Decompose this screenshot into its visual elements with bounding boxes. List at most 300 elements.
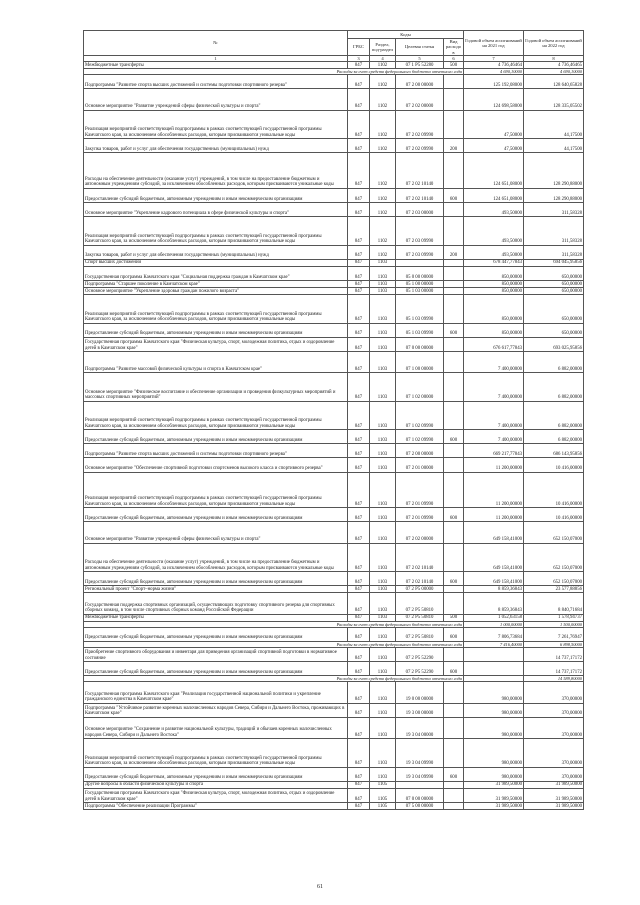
row-grbs: 847 [348,739,370,767]
table-row [84,259,584,266]
row-razdel: 1103 [370,662,396,676]
table-row [84,139,584,153]
amount-2022: 31 989,50000 [524,781,584,788]
row-razdel: 1102 [370,153,396,189]
amount-2022: 10 416,00000 [524,458,584,472]
row-vid [444,717,464,738]
row-cel: 07 2 00 00000 [396,444,444,458]
row-vid [444,543,464,571]
row-cel: 05 1 03 09990 [396,295,444,323]
row-name: Предоставление субсидий бюджетным, автономным учреждениям и иным некоммерческим организациям [84,430,348,444]
row-name: Приобретение спортивного оборудования и инвентаря для приведения организаций спортивной подготовки в нормативное состояние [84,648,348,662]
row-grbs: 847 [348,648,370,662]
amount-2021: 31 989,50000 [464,803,524,810]
row-vid: 600 [444,323,464,337]
row-grbs: 847 [348,662,370,676]
row-name: Расходы на обеспечение деятельности (оказание услуг) учреждений, в том числе на предоставление бюджетным и автономным учреждениям субсидий, за исключением обособленных расходов, которым присваиваются уникальные коды [84,153,348,189]
row-cel: 07 1 Р5 52280 [396,62,444,69]
amount-2021: 8 859,36843 [464,593,524,614]
row-cel: 07 2 Р5 50810 [396,627,444,641]
row-name: Межбюджетные трансферты [84,614,348,621]
page-number: 61 [317,884,323,890]
header-grbs: ГРБС [348,39,370,56]
row-grbs: 847 [348,430,370,444]
amount-2021: 649 158,41000 [464,572,524,586]
row-grbs: 847 [348,788,370,802]
row-vid [444,648,464,662]
row-grbs: 847 [348,153,370,189]
amount-2022: 8 840,71684 [524,593,584,614]
row-grbs: 847 [348,803,370,810]
row-name: Реализация мероприятий соответствующей подпрограммы в рамках соответствующей государственной программы Камчатского края, за исключением обособленных расходов, которым присваиваются уникальные коды [84,295,348,323]
row-cel: 05 0 00 00000 [396,266,444,280]
table-row [84,288,584,295]
amount-2022: 370,00000 [524,767,584,781]
row-name: Реализация мероприятий соответствующей подпрограммы в рамках соответствующей государственной программы Камчатского края, за исключением обособленных расходов, которым присваиваются уникальные коды [84,110,348,138]
table-row [84,401,584,429]
row-cel: 07 2 Р5 00000 [396,586,444,593]
amount-2021: 47,50000 [464,110,524,138]
row-cel: 05 1 00 00000 [396,281,444,288]
row-grbs: 847 [348,703,370,717]
row-vid: 200 [444,139,464,153]
amount-2021: 124 698,58000 [464,89,524,110]
row-razdel: 1103 [370,648,396,662]
row-grbs: 847 [348,682,370,703]
amount-2022: 693 025,95856 [524,337,584,351]
row-name: Региональный проект "Спорт–норма жизни" [84,586,348,593]
row-razdel: 1103 [370,593,396,614]
header-index: 5 [396,55,444,61]
row-razdel: 1105 [370,788,396,802]
row-razdel: 1103 [370,472,396,508]
row-cel: 07 1 02 09990 [396,401,444,429]
table-row [84,281,584,288]
row-cel: 07 2 02 10140 [396,188,444,202]
row-vid: 600 [444,508,464,522]
row-razdel: 1102 [370,203,396,217]
amount-2021: 850,00000 [464,295,524,323]
table-row [84,203,584,217]
row-razdel: 1103 [370,323,396,337]
amount-2022: 311,58328 [524,245,584,259]
row-name: Реализация мероприятий соответствующей подпрограммы в рамках соответствующей государственной программы Камчатского края, за исключением обособленных расходов, которым присваиваются уникальные коды [84,401,348,429]
amount-2022: 4 690,10000 [524,69,584,75]
row-razdel: 1103 [370,295,396,323]
row-cel: 07 2 01 09990 [396,472,444,508]
row-name: Предоставление субсидий бюджетным, автономным учреждениям и иным некоммерческим организациям [84,627,348,641]
row-vid [444,295,464,323]
amount-2022: 6 882,00000 [524,352,584,373]
row-razdel: 1103 [370,586,396,593]
row-grbs: 847 [348,245,370,259]
row-razdel: 1102 [370,62,396,69]
row-cel: 07 2 03 00000 [396,203,444,217]
row-grbs: 847 [348,401,370,429]
row-grbs: 847 [348,472,370,508]
table-row [84,767,584,781]
row-vid [444,281,464,288]
row-razdel: 1103 [370,281,396,288]
row-vid [444,586,464,593]
header-index: 6 [444,55,464,61]
row-name: Основное мероприятие "Укрепление кадрового потенциала в сфере физической культуры и спорта" [84,203,348,217]
table-row [84,788,584,802]
row-razdel: 1102 [370,245,396,259]
header-index: 1 [84,55,348,61]
row-grbs: 847 [348,110,370,138]
amount-2022: 650,00000 [524,288,584,295]
header-year-2022: Годовой объем ассигнований на 2022 год [524,31,584,56]
table-row [84,352,584,373]
row-vid [444,522,464,543]
row-razdel: 1103 [370,767,396,781]
row-cel: 07 1 02 09990 [396,430,444,444]
table-row [84,373,584,401]
row-name: Государственная программа Камчатского края "Реализация государственной национальной политики и укрепление гражданского единства в Камчатском крае" [84,682,348,703]
row-cel: 07 2 02 00000 [396,522,444,543]
table-row [84,662,584,676]
table-row [84,522,584,543]
amount-2022: 686 143,95856 [524,444,584,458]
header-vid: Вид расходов [444,39,464,56]
row-cel: 07 1 02 00000 [396,373,444,401]
row-cel: 07 2 01 00000 [396,458,444,472]
row-cel: 07 2 Р5 50810 [396,593,444,614]
amount-2021: 676 617,77843 [464,337,524,351]
table-body [84,62,584,810]
row-vid [444,266,464,280]
table-row [84,444,584,458]
row-razdel: 1103 [370,444,396,458]
amount-2021: 850,00000 [464,281,524,288]
row-vid [444,259,464,266]
row-razdel: 1102 [370,110,396,138]
row-razdel: 1105 [370,803,396,810]
amount-2021: 649 158,41000 [464,543,524,571]
row-cel: 07 2 Р5 50810 [396,614,444,621]
row-vid [444,401,464,429]
row-name: Государственная программа Камчатского края "Социальная поддержка граждан в Камчатском крае" [84,266,348,280]
amount-2022: 652 150,07000 [524,543,584,571]
row-cel: 19 3 04 09990 [396,739,444,767]
row-vid [444,89,464,110]
amount-2022: 370,00000 [524,739,584,767]
table-row [84,739,584,767]
row-razdel: 1103 [370,259,396,266]
row-grbs: 847 [348,717,370,738]
row-vid: 200 [444,245,464,259]
row-razdel: 1103 [370,352,396,373]
row-cel [396,259,444,266]
row-razdel: 1103 [370,682,396,703]
row-vid: 600 [444,627,464,641]
amount-2021: 8 859,36843 [464,586,524,593]
row-grbs: 847 [348,62,370,69]
row-name: Закупка товаров, работ и услуг для обеспечения государственных (муниципальных) нужд [84,139,348,153]
table-row [84,217,584,245]
amount-2021: 31 989,50000 [464,781,524,788]
amount-2021: 493,50000 [464,217,524,245]
row-razdel: 1103 [370,266,396,280]
row-cel: 07 2 Р5 52290 [396,648,444,662]
amount-2022: 650,00000 [524,266,584,280]
row-name: Другие вопросы в области физической культуры и спорта [84,781,348,788]
row-name: Государственная программа Камчатского края "Физическая культура, спорт, молодежная политика, отдых и оздоровление детей в Камчатском крае" [84,337,348,351]
amount-2022: 14 589,80000 [524,676,584,682]
table-row [84,803,584,810]
row-vid [444,153,464,189]
row-grbs: 847 [348,323,370,337]
row-cel: 07 2 01 09990 [396,508,444,522]
table-row [84,508,584,522]
row-grbs: 847 [348,188,370,202]
row-name: Реализация мероприятий соответствующей подпрограммы в рамках соответствующей государственной программы Камчатского края, за исключением обособленных расходов, которым присваиваются уникальные коды [84,472,348,508]
amount-2022: 652 150,07000 [524,572,584,586]
row-grbs: 847 [348,767,370,781]
row-name: Реализация мероприятий соответствующей подпрограммы в рамках соответствующей государственной программы Камчатского края, за исключением обособленных расходов, которым присваиваются уникальные коды [84,217,348,245]
row-razdel: 1103 [370,614,396,621]
table-row [84,62,584,69]
row-name: Подпрограмма "Старшее поколение в Камчатском крае" [84,281,348,288]
row-razdel: 1102 [370,217,396,245]
row-razdel: 1102 [370,89,396,110]
row-grbs: 847 [348,139,370,153]
table-row [84,572,584,586]
amount-2022: 128 290,88000 [524,188,584,202]
row-name: Основное мероприятие "Развитие учреждений сферы физической культуры и спорта" [84,89,348,110]
amount-2021 [464,648,524,662]
table-row [84,458,584,472]
amount-2022: 44,17500 [524,139,584,153]
row-cel: 07 5 00 00000 [396,803,444,810]
amount-2022: 650,00000 [524,323,584,337]
row-name: Предоставление субсидий бюджетным, автономным учреждениям и иным некоммерческим организациям [84,508,348,522]
row-name: Подпрограмма "Развитие массовой физической культуры и спорта в Камчатском крае" [84,352,348,373]
row-vid: 600 [444,572,464,586]
amount-2022: 23 577,88856 [524,586,584,593]
amount-2022: 370,00000 [524,703,584,717]
row-grbs: 847 [348,373,370,401]
row-grbs: 847 [348,572,370,586]
amount-2021: 7 806,73684 [464,627,524,641]
row-cel: 07 2 02 09990 [396,110,444,138]
amount-2022: 128 290,88000 [524,153,584,189]
amount-2021: 124 651,08000 [464,188,524,202]
row-grbs: 847 [348,508,370,522]
amount-2022: 44,17500 [524,110,584,138]
amount-2022: 31 989,50000 [524,788,584,802]
amount-2022: 6 882,00000 [524,373,584,401]
amount-2021: 850,00000 [464,288,524,295]
row-cel: 19 0 00 00000 [396,682,444,703]
row-grbs: 847 [348,444,370,458]
row-razdel: 1103 [370,703,396,717]
row-name: Реализация мероприятий соответствующей подпрограммы в рамках соответствующей государственной программы Камчатского края, за исключением обособленных расходов, которым присваиваются уникальные коды [84,739,348,767]
row-vid: 600 [444,662,464,676]
amount-2021: 1 052,63158 [464,614,524,621]
table-row [84,245,584,259]
row-name: Предоставление субсидий бюджетным, автономным учреждениям и иным некоммерческим организациям [84,662,348,676]
row-grbs: 847 [348,217,370,245]
row-razdel: 1103 [370,717,396,738]
row-grbs: 847 [348,75,370,89]
header-index: 8 [524,55,584,61]
amount-2021: 11 200,00000 [464,472,524,508]
row-name: Расходы на обеспечение деятельности (оказание услуг) учреждений, в том числе на предоставление бюджетным и автономным учреждениям субсидий, за исключением обособленных расходов, которым присваиваются уникальные коды [84,543,348,571]
amount-2022: 6 898,50000 [524,641,584,647]
table-header [84,31,584,62]
amount-2021: 125 192,08000 [464,75,524,89]
amount-2021: 7 400,00000 [464,373,524,401]
table-row [84,75,584,89]
table-row [84,586,584,593]
table-row [84,295,584,323]
row-name: Основное мероприятие "Укрепление здоровья граждан пожилого возраста" [84,288,348,295]
table-row [84,781,584,788]
amount-2021: 678 447,77843 [464,259,524,266]
header-index: 7 [464,55,524,61]
amount-2022: 650,00000 [524,295,584,323]
amount-2022: 370,00000 [524,682,584,703]
amount-2022: 652 150,07000 [524,522,584,543]
row-vid [444,288,464,295]
amount-2021: 980,00000 [464,682,524,703]
amount-2021: 669 217,77843 [464,444,524,458]
amount-2021: 124 651,08000 [464,153,524,189]
row-vid [444,110,464,138]
amount-2021: 31 989,50000 [464,788,524,802]
row-name: Подпрограмма "Устойчивое развитие коренных малочисленных народов Севера, Сибири и Дальнего Востока, проживающих в Камчатском крае" [84,703,348,717]
amount-2021: 7 416,40000 [464,641,524,647]
row-cel: 19 3 00 00000 [396,703,444,717]
row-name: Основное мероприятие "Обеспечение спортивной подготовки спортсменов высокого класса и спортивного резерва" [84,458,348,472]
amount-2022: 370,00000 [524,717,584,738]
row-vid [444,788,464,802]
amount-2022: 6 882,00000 [524,430,584,444]
table-row [84,430,584,444]
amount-2022: 1 578,94737 [524,614,584,621]
table-row [84,614,584,621]
table-row [84,703,584,717]
row-grbs: 847 [348,593,370,614]
row-grbs: 847 [348,352,370,373]
row-vid: 500 [444,614,464,621]
row-name: Основное мероприятие "Развитие учреждений сферы физической культуры и спорта" [84,522,348,543]
row-razdel: 1103 [370,337,396,351]
row-razdel: 1103 [370,508,396,522]
row-vid: 500 [444,62,464,69]
header-index: 4 [370,55,396,61]
row-grbs: 847 [348,543,370,571]
row-razdel: 1103 [370,430,396,444]
row-name: Основное мероприятие "Физическое воспитание и обеспечение организации и проведения физкультурных мероприятий и массовых спортивных мероприятий" [84,373,348,401]
row-name: Предоставление субсидий бюджетным, автономным учреждениям и иным некоммерческим организациям [84,188,348,202]
amount-2021: 4 690,10000 [464,69,524,75]
table-row [84,682,584,703]
amount-2022: 31 989,50000 [524,803,584,810]
row-razdel: 1103 [370,373,396,401]
row-cel: 05 1 03 09990 [396,323,444,337]
header-cel: Целевая статья [396,39,444,56]
row-razdel: 1103 [370,627,396,641]
note-text: Расходы за счет средств федерального бюджета отчетного года [84,676,464,682]
amount-2021: 7 400,00000 [464,352,524,373]
row-vid [444,203,464,217]
note-text: Расходы за счет средств федерального бюджета отчетного года [84,69,464,75]
amount-2022: 14 737,17172 [524,662,584,676]
row-razdel: 1103 [370,543,396,571]
note-text: Расходы за счет средств федерального бюджета отчетного года [84,641,464,647]
header-codes: Коды [348,31,464,39]
row-razdel: 1103 [370,401,396,429]
row-cel: 19 3 04 09990 [396,767,444,781]
amount-2022: 128 335,05502 [524,89,584,110]
row-razdel: 1103 [370,739,396,767]
amount-2022: 128 640,65828 [524,75,584,89]
row-vid: 600 [444,767,464,781]
row-vid [444,444,464,458]
table-row [84,717,584,738]
amount-2021: 980,00000 [464,739,524,767]
amount-2022: 10 416,00000 [524,508,584,522]
row-cel: 07 2 03 09990 [396,245,444,259]
row-vid [444,217,464,245]
row-name: Государственная программа Камчатского края "Физическая культура, спорт, молодежная политика, отдых и оздоровление детей в Камчатском крае" [84,788,348,802]
row-vid [444,682,464,703]
row-razdel: 1103 [370,288,396,295]
table-row [84,89,584,110]
amount-2021: 493,50000 [464,203,524,217]
row-grbs: 847 [348,337,370,351]
table-row [84,648,584,662]
row-cel: 07 2 02 09990 [396,139,444,153]
row-grbs: 847 [348,522,370,543]
budget-table [83,30,584,810]
row-vid [444,472,464,508]
row-grbs: 847 [348,259,370,266]
table-row [84,323,584,337]
amount-2021: 7 400,00000 [464,401,524,429]
amount-2021: 850,00000 [464,266,524,280]
row-cel: 07 0 00 00000 [396,788,444,802]
amount-2021 [464,662,524,676]
row-vid [444,803,464,810]
row-razdel: 1102 [370,75,396,89]
row-cel: 07 2 02 10140 [396,572,444,586]
table-row [84,188,584,202]
row-name: Предоставление субсидий бюджетным, автономным учреждениям и иным некоммерческим организациям [84,767,348,781]
table-row [84,472,584,508]
row-grbs: 847 [348,781,370,788]
row-grbs: 847 [348,627,370,641]
row-grbs: 847 [348,295,370,323]
table-row [84,593,584,614]
row-grbs: 847 [348,203,370,217]
row-name: Подпрограмма "Развитие спорта высших достижений и системы подготовки спортивного резерва" [84,444,348,458]
row-grbs: 847 [348,614,370,621]
amount-2022: 694 045,95856 [524,259,584,266]
amount-2021: 47,50000 [464,139,524,153]
row-name: Межбюджетные трансферты [84,62,348,69]
row-vid [444,75,464,89]
amount-2021: 649 158,41000 [464,522,524,543]
amount-2022: 1 500,00000 [524,621,584,627]
row-cel: 07 1 00 00000 [396,352,444,373]
row-cel: 07 2 02 10140 [396,153,444,189]
row-vid [444,703,464,717]
amount-2021: 850,00000 [464,323,524,337]
